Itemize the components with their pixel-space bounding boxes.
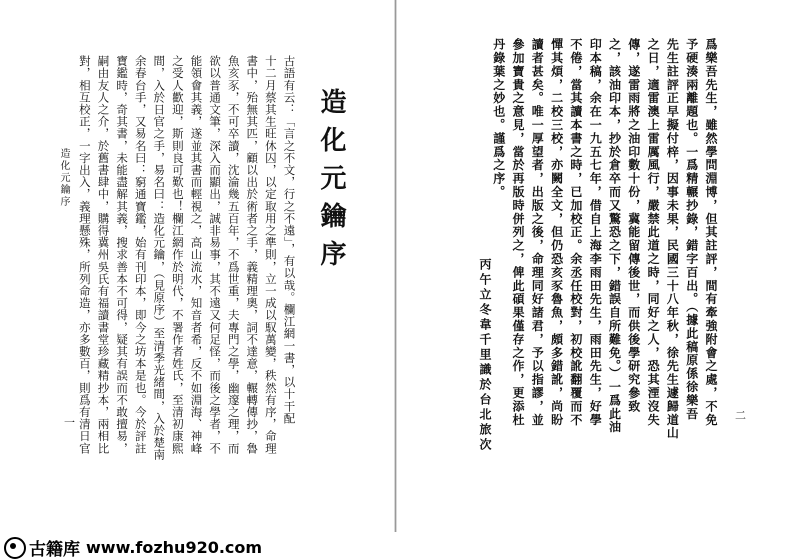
page-title: 造化元鑰序 [316,88,346,278]
text-column: 魚亥豕，不可卒讀，沈淪幾五百年，不爲世重，夫專門之學，幽邃之理，而 [226,55,241,455]
text-column: 對，相互校正，一字出入，義理懸殊，所列命造，亦多數百，則爲有清日官 [77,55,92,455]
text-column: 先生註評正早擬付梓，因事未果，民國三十八年秋，徐先生遽歸道山 [665,38,680,440]
text-column: 嗣由友人之介，於舊書肆中，購得冀州吳氏有福讀書堂珍藏精抄本，兩相比 [96,55,111,455]
text-column: 讀者甚矣。唯一厚望者，出版之後，命理同好諸君，予以指謬，並 [530,38,545,427]
left-page [0,0,396,532]
signature: 丙午立冬韋千里識於台北旅次 [478,258,492,453]
text-column: 傳，遂雷雨將之油印數十份，冀能留傳後世，而供後學研究參致 [626,38,641,414]
text-column: 不倦，當其讀本書之時，已加校正。余丞任校對，初校訛翻覆而不 [568,38,583,427]
right-page [397,0,793,532]
text-column: 寶鑑時，奇其書，未能盡解其義，搜求善本不可得，疑其有誤而不敢擅易， [115,55,130,455]
page-number: 一 [64,416,75,429]
text-column: 能領會其義，遂並其書而輕視之，高山流水，知音者希，反不如淵海、神峰 [189,55,204,455]
text-column: 之受人歡迎，斯則良可歎也！欄江網作於明代，不署作者姓氏，至清初康熙 [170,55,185,455]
text-column: 予硬湊兩離題也。一爲精輾抄錄，錯字百出。（據此稿原係徐樂吾 [684,38,699,421]
text-column: 十二月蔡其生旺休囚，以定取用之準則，立一成以馭萬變，秩然有序，命理 [263,55,278,455]
text-column: 印本稿，余在一九五七年，借自上海李雨田先生，雨田先生，好學 [588,38,603,427]
logo-icon [4,537,26,559]
text-column: 憚其煩，二校三校，亦闕全文，但仍恐亥豕魯魚，頗多錯訛，尚盼 [549,38,564,427]
text-column: 丹錄葉之妙也。謹爲之序。 [491,38,506,199]
text-column: 余春台手，又易名曰：窮通寶鑑，始有刊印本，即今之坊本是也。今於評註 [133,55,148,455]
site-logo[interactable] [4,535,262,560]
text-column: 間，入於日官之手，易名曰：造化元鑰，（見原序）至清季光緒間，入於楚南 [152,55,167,461]
text-column: 古語有云：「言之不文，行之不遠」，有以哉。欄江網一書，以十干配 [282,55,297,425]
text-column: 之，該油印本，抄於倉卒而又驚恐之下，錯誤自所難免。）一爲此油 [607,38,622,434]
margin-title: 造化元鑰序 [58,148,69,208]
page-number: 二 [735,409,746,422]
logo-text: 古籍库 [29,540,80,560]
text-column: 之日，適雷澳上雷厲風行，嚴禁此道之時，同好之人，恐其湮沒失 [646,38,661,427]
site-url[interactable]: www.fozhu920.com [86,538,263,557]
text-column: 爲樂吾先生，雖然學問淵博，但其註評，間有牽強附會之處，不免 [704,38,718,427]
text-column: 書中，殆無其匹，顧以出於術者之手，義精理奧，詞不達意，輾轉傳抄，魯 [245,55,260,455]
text-column: 欲以普通文筆，深入而顯出，誠非易事，其不遠又何足怪，而後之學者，不 [208,55,223,455]
text-column: 參加寶貴之意見，當於再版時併列之，俾此碩果僅存之作，更添杜 [511,38,525,427]
